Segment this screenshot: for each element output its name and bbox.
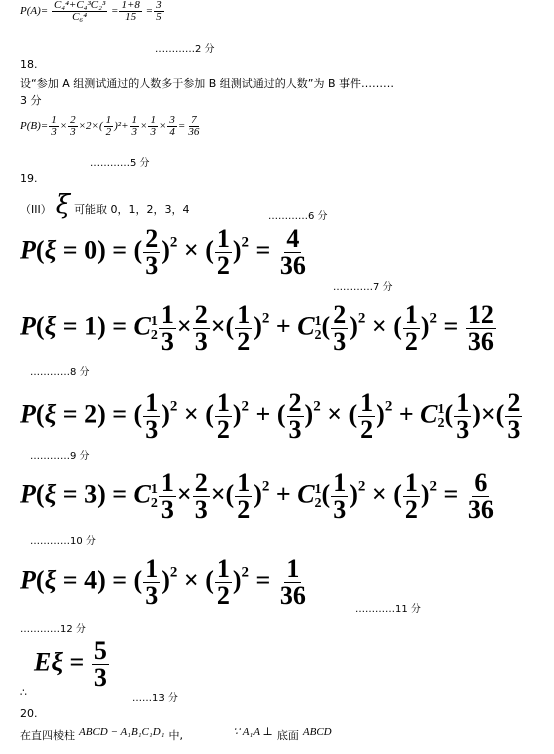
pa-equation: P(A)= $\frac{\text{C₄⁴+C₄³C₂³}}{\text{C₆⁴}}$ = $\frac{1+8}{15}$ = $\frac{3}{5}$	[20, 0, 162, 23]
expectation: Eξ = $\frac{5}{3}$	[34, 636, 107, 692]
score-13: ……13 分	[132, 693, 178, 704]
q19-label: 19.	[20, 172, 38, 185]
eq-xi-0: P(ξ = 0) = ( $\frac{2}{3}$ )$^2$ × ( $\frac{1}{2}$ )$^2$ = $\frac{4}{36}$	[20, 224, 306, 280]
q18-label: 18.	[20, 58, 38, 71]
q18-score3: 3 分	[20, 94, 42, 107]
q20-line: 在直四棱柱 $^{ABCD - A_1B_1C_1D_1}$ 中, $^{\because A_1A \perp}$ 底面 $^{ABCD}$	[20, 726, 332, 742]
eq-xi-3: P(ξ = 3) = C 1 2 $\frac{1}{3}$ × $\frac{2}{3}$ ×( $\frac{1}{2}$ )$^2$ + C 1 2 ( $\frac{1}{3}$ )$^2$ × ( $\frac{1}{2}$ )$^2$ = $\frac{6}{36}$	[20, 468, 494, 524]
score-2: …………2 分	[155, 44, 215, 55]
q19-line: （III） ξ 可能取 0，1，2，3，4	[20, 190, 190, 220]
score-8: …………8 分	[30, 367, 90, 378]
score-6: …………6 分	[268, 211, 328, 222]
q20-label: 20.	[20, 707, 38, 720]
therefore-symbol: ∴	[20, 686, 27, 699]
pb-equation: P(B)= $\frac{1}{3}$ × $\frac{2}{3}$ ×2×( $\frac{1}{2}$ )²+ $\frac{1}{3}$ × $\frac{1}{3}$ × $\frac{3}{4}$ = $\frac{7}{36}$	[20, 114, 200, 138]
eq-xi-2: P(ξ = 2) = ( $\frac{1}{3}$ )$^2$ × ( $\frac{1}{2}$ )$^2$ + ( $\frac{2}{3}$ )$^2$ × ( $\frac{1}{2}$ )$^2$ + C 1 2 ( $\frac{1}{3}$ )×( $\frac{2}{3}$	[20, 388, 521, 444]
score-10: …………10 分	[30, 536, 96, 547]
score-12: …………12 分	[20, 624, 86, 635]
score-9: …………9 分	[30, 451, 90, 462]
q18-text: 设“参加 A 组测试通过的人数多于参加 B 组测试通过的人数”为 B 事件………	[20, 77, 394, 90]
score-5: …………5 分	[90, 158, 150, 169]
eq-xi-1: P(ξ = 1) = C 1 2 $\frac{1}{3}$ × $\frac{2}{3}$ ×( $\frac{1}{2}$ )$^2$ + C 1 2 ( $\frac{2}{3}$ )$^2$ × ( $\frac{1}{2}$ )$^2$ = $\frac{12}{36}$	[20, 300, 494, 356]
score-11: …………11 分	[355, 604, 421, 615]
score-7: …………7 分	[333, 282, 393, 293]
eq-xi-4: P(ξ = 4) = ( $\frac{1}{3}$ )$^2$ × ( $\frac{1}{2}$ )$^2$ = $\frac{1}{36}$	[20, 554, 306, 610]
xi-symbol: ξ	[55, 190, 71, 220]
